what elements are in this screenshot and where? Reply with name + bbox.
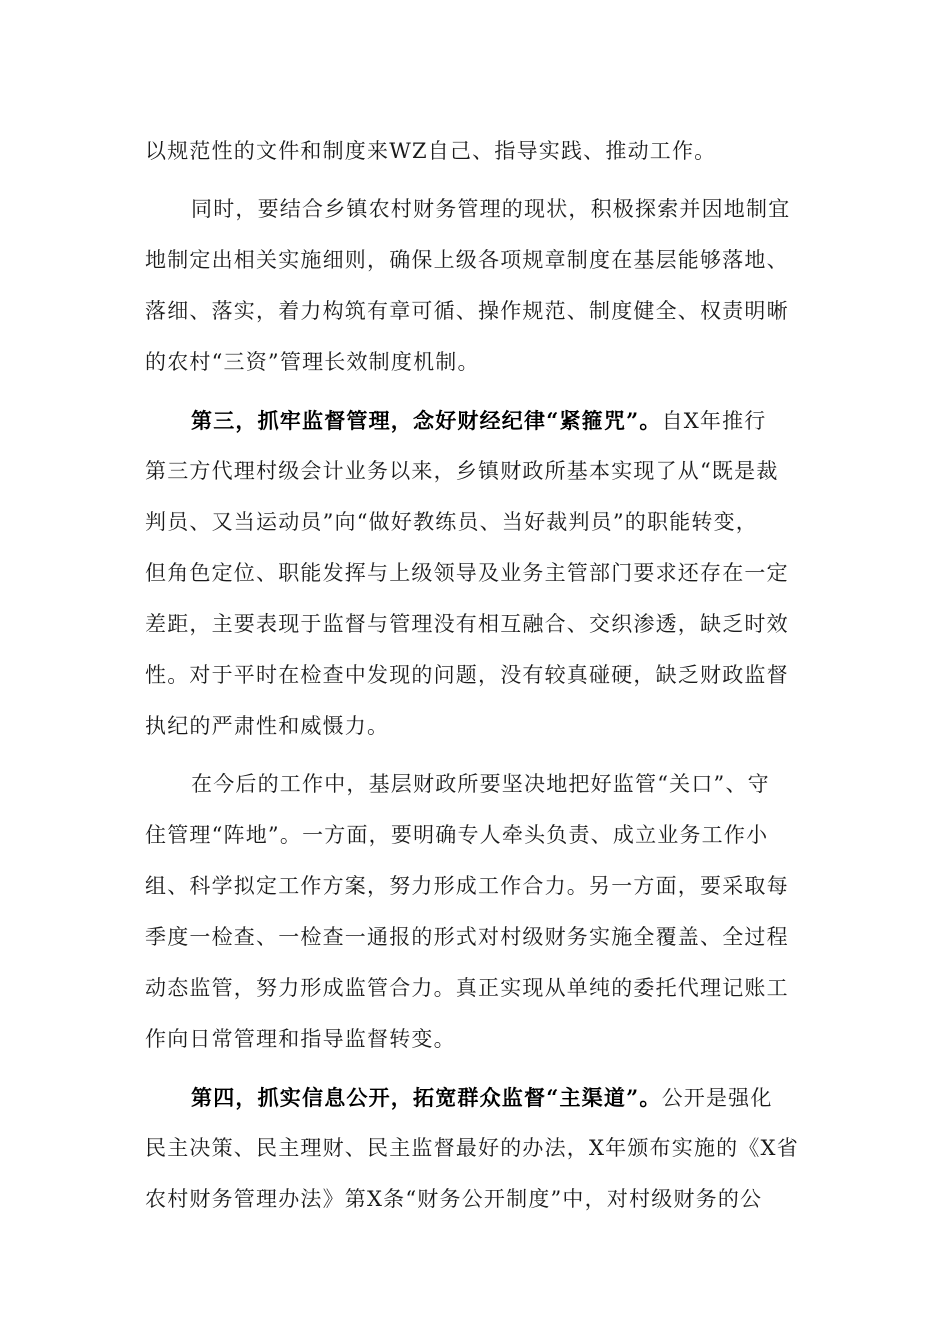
text-line: [145, 1072, 805, 1123]
document-page: [145, 126, 805, 1232]
text-line: 组、科学拟定工作方案，努力形成工作合力。另一方面，要采取每: [145, 874, 789, 898]
paragraph-3: [145, 395, 805, 752]
text-line: 的农村“三资”管理长效制度机制。: [145, 350, 480, 374]
text-line: 同时，要结合乡镇农村财务管理的现状，积极探索并因地制宜: [191, 197, 791, 221]
text-line: 第三方代理村级会计业务以来，乡镇财政所基本实现了从“既是裁: [145, 459, 779, 483]
text-line: 在今后的工作中，基层财政所要坚决地把好监管“关口”、守: [191, 772, 770, 796]
text-line: 性。对于平时在检查中发现的问题，没有较真碰硬，缺乏财政监督: [145, 663, 789, 687]
text-line: 但角色定位、职能发挥与上级领导及业务主管部门要求还存在一定: [145, 561, 789, 585]
heading-continuation: 公开是强化: [661, 1086, 773, 1110]
text-line: 动态监管，努力形成监管合力。真正实现从单纯的委托代理记账工: [145, 976, 789, 1000]
section-heading-fourth: 第四，抓实信息公开，拓宽群众监督“主渠道”。: [191, 1085, 662, 1110]
paragraph-2: [145, 184, 805, 388]
text-line: 判员、又当运动员”向“做好教练员、当好裁判员”的职能转变，: [145, 510, 759, 534]
paragraph-5: [145, 1072, 805, 1225]
text-line: 地制定出相关实施细则，确保上级各项规章制度在基层能够落地、: [145, 248, 789, 272]
paragraph-4: [145, 759, 805, 1065]
text-line: 差距，主要表现于监督与管理没有相互融合、交织渗透，缺乏时效: [145, 612, 789, 636]
text-line: 以规范性的文件和制度来WZ自己、指导实践、推动工作。: [145, 139, 717, 163]
text-line: 执纪的严肃性和威慑力。: [145, 714, 390, 738]
text-line: 民主决策、民主理财、民主监督最好的办法，X年颁布实施的《X省: [145, 1136, 799, 1160]
text-line: 作向日常管理和指导监督转变。: [145, 1027, 456, 1051]
heading-continuation: 自X年推行: [661, 409, 767, 433]
text-line: 落细、落实，着力构筑有章可循、操作规范、制度健全、权责明晰: [145, 299, 789, 323]
text-line: 住管理“阵地”。一方面，要明确专人牵头负责、成立业务工作小: [145, 823, 769, 847]
text-line: 季度一检查、一检查一通报的形式对村级财务实施全覆盖、全过程: [145, 925, 789, 949]
text-line: [145, 395, 805, 446]
section-heading-third: 第三，抓牢监督管理，念好财经纪律“紧箍咒”。: [191, 408, 662, 433]
text-line: 农村财务管理办法》第X条“财务公开制度”中，对村级财务的公: [145, 1187, 763, 1211]
paragraph-1: [145, 126, 805, 177]
